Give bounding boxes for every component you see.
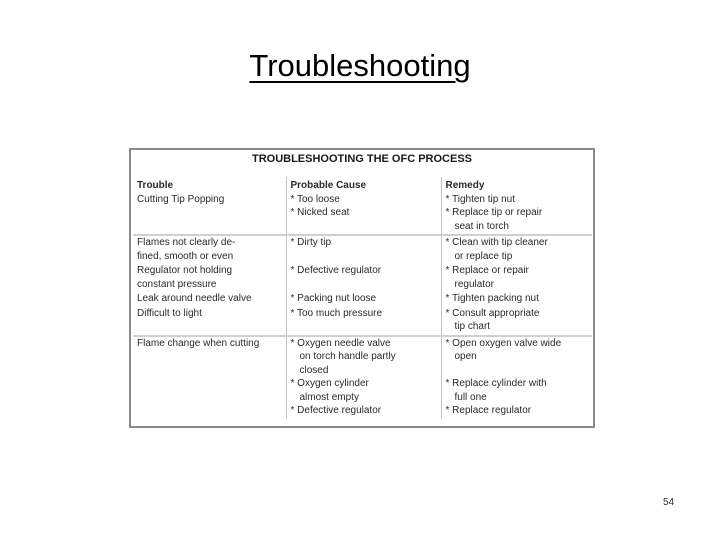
cell-line: regulator xyxy=(454,278,494,290)
troubleshooting-table-figure xyxy=(129,148,595,428)
table-row xyxy=(133,193,592,236)
cell-line: Difficult to light xyxy=(137,307,202,319)
cell-line: * Replace cylinder with xyxy=(445,378,547,389)
remedy-cell xyxy=(441,264,592,292)
cell-line: * Defective regulator xyxy=(290,265,382,276)
cell-line: fined, smooth or even xyxy=(137,250,234,262)
cell-line: Flame change when cutting xyxy=(137,337,260,349)
cell-line: on torch handle partly xyxy=(299,351,396,362)
cause-cell xyxy=(286,235,441,264)
cell-line: Cutting Tip Popping xyxy=(137,193,225,205)
cell-line: * Defective regulator xyxy=(290,405,382,416)
page-number: 54 xyxy=(663,497,675,508)
remedy-cell xyxy=(441,193,592,236)
trouble-cell xyxy=(133,336,286,419)
table-row xyxy=(133,307,592,336)
cell-line: almost empty xyxy=(299,391,359,403)
table-row xyxy=(133,336,592,419)
cause-cell xyxy=(286,292,441,307)
cell-line: * Tighten packing nut xyxy=(445,293,539,304)
cell-line: * Dirty tip xyxy=(290,237,332,248)
cell-line: or replace tip xyxy=(454,250,513,262)
cell-line: full one xyxy=(454,391,487,403)
column-header-cause: Probable Cause xyxy=(286,177,441,193)
cell-line: * Too much pressure xyxy=(290,307,383,319)
cause-cell xyxy=(286,307,441,336)
cell-line: Regulator not holding xyxy=(137,265,233,276)
table-header-row xyxy=(133,177,592,193)
troubleshooting-table xyxy=(133,177,592,419)
cell-line: * Oxygen cylinder xyxy=(290,378,369,389)
remedy-cell xyxy=(441,336,592,419)
trouble-cell xyxy=(133,264,286,292)
cell-line: * Open oxygen valve wide xyxy=(445,337,562,349)
slide-title: Troubleshooting xyxy=(249,48,471,83)
cell-line: seat in torch xyxy=(454,220,509,232)
cause-cell xyxy=(286,193,441,236)
table-row xyxy=(133,292,592,307)
table-heading: TROUBLESHOOTING THE OFC PROCESS xyxy=(251,153,472,165)
cell-line xyxy=(446,364,589,378)
trouble-cell xyxy=(133,292,286,307)
cell-line: * Replace regulator xyxy=(445,405,532,416)
trouble-cell xyxy=(133,235,286,264)
trouble-cell xyxy=(133,193,286,236)
table-row xyxy=(133,264,592,292)
cell-line: open xyxy=(454,351,477,362)
remedy-cell xyxy=(441,292,592,307)
remedy-cell xyxy=(441,307,592,336)
cell-line: * Consult appropriate xyxy=(445,307,540,319)
cell-line: * Clean with tip cleaner xyxy=(445,237,548,248)
cell-line: Leak around needle valve xyxy=(137,293,252,304)
cell-line: Flames not clearly de- xyxy=(137,237,236,248)
trouble-cell xyxy=(133,307,286,336)
cause-cell xyxy=(286,336,441,419)
cell-line: * Too loose xyxy=(290,193,340,205)
table-row xyxy=(133,235,592,264)
cell-line: * Tighten tip nut xyxy=(445,193,515,205)
column-header-trouble: Trouble xyxy=(137,180,174,191)
cell-line: tip chart xyxy=(454,321,491,332)
cell-line: constant pressure xyxy=(137,278,217,290)
cell-line: * Replace or repair xyxy=(445,265,529,276)
cell-line: * Nicked seat xyxy=(290,207,350,218)
cause-cell xyxy=(286,264,441,292)
remedy-cell xyxy=(441,235,592,264)
cell-line: * Oxygen needle valve xyxy=(290,337,391,349)
cell-line: * Packing nut loose xyxy=(290,293,377,304)
cell-line: * Replace tip or repair xyxy=(445,207,543,218)
column-header-remedy: Remedy xyxy=(441,177,592,193)
cell-line: closed xyxy=(299,364,329,376)
